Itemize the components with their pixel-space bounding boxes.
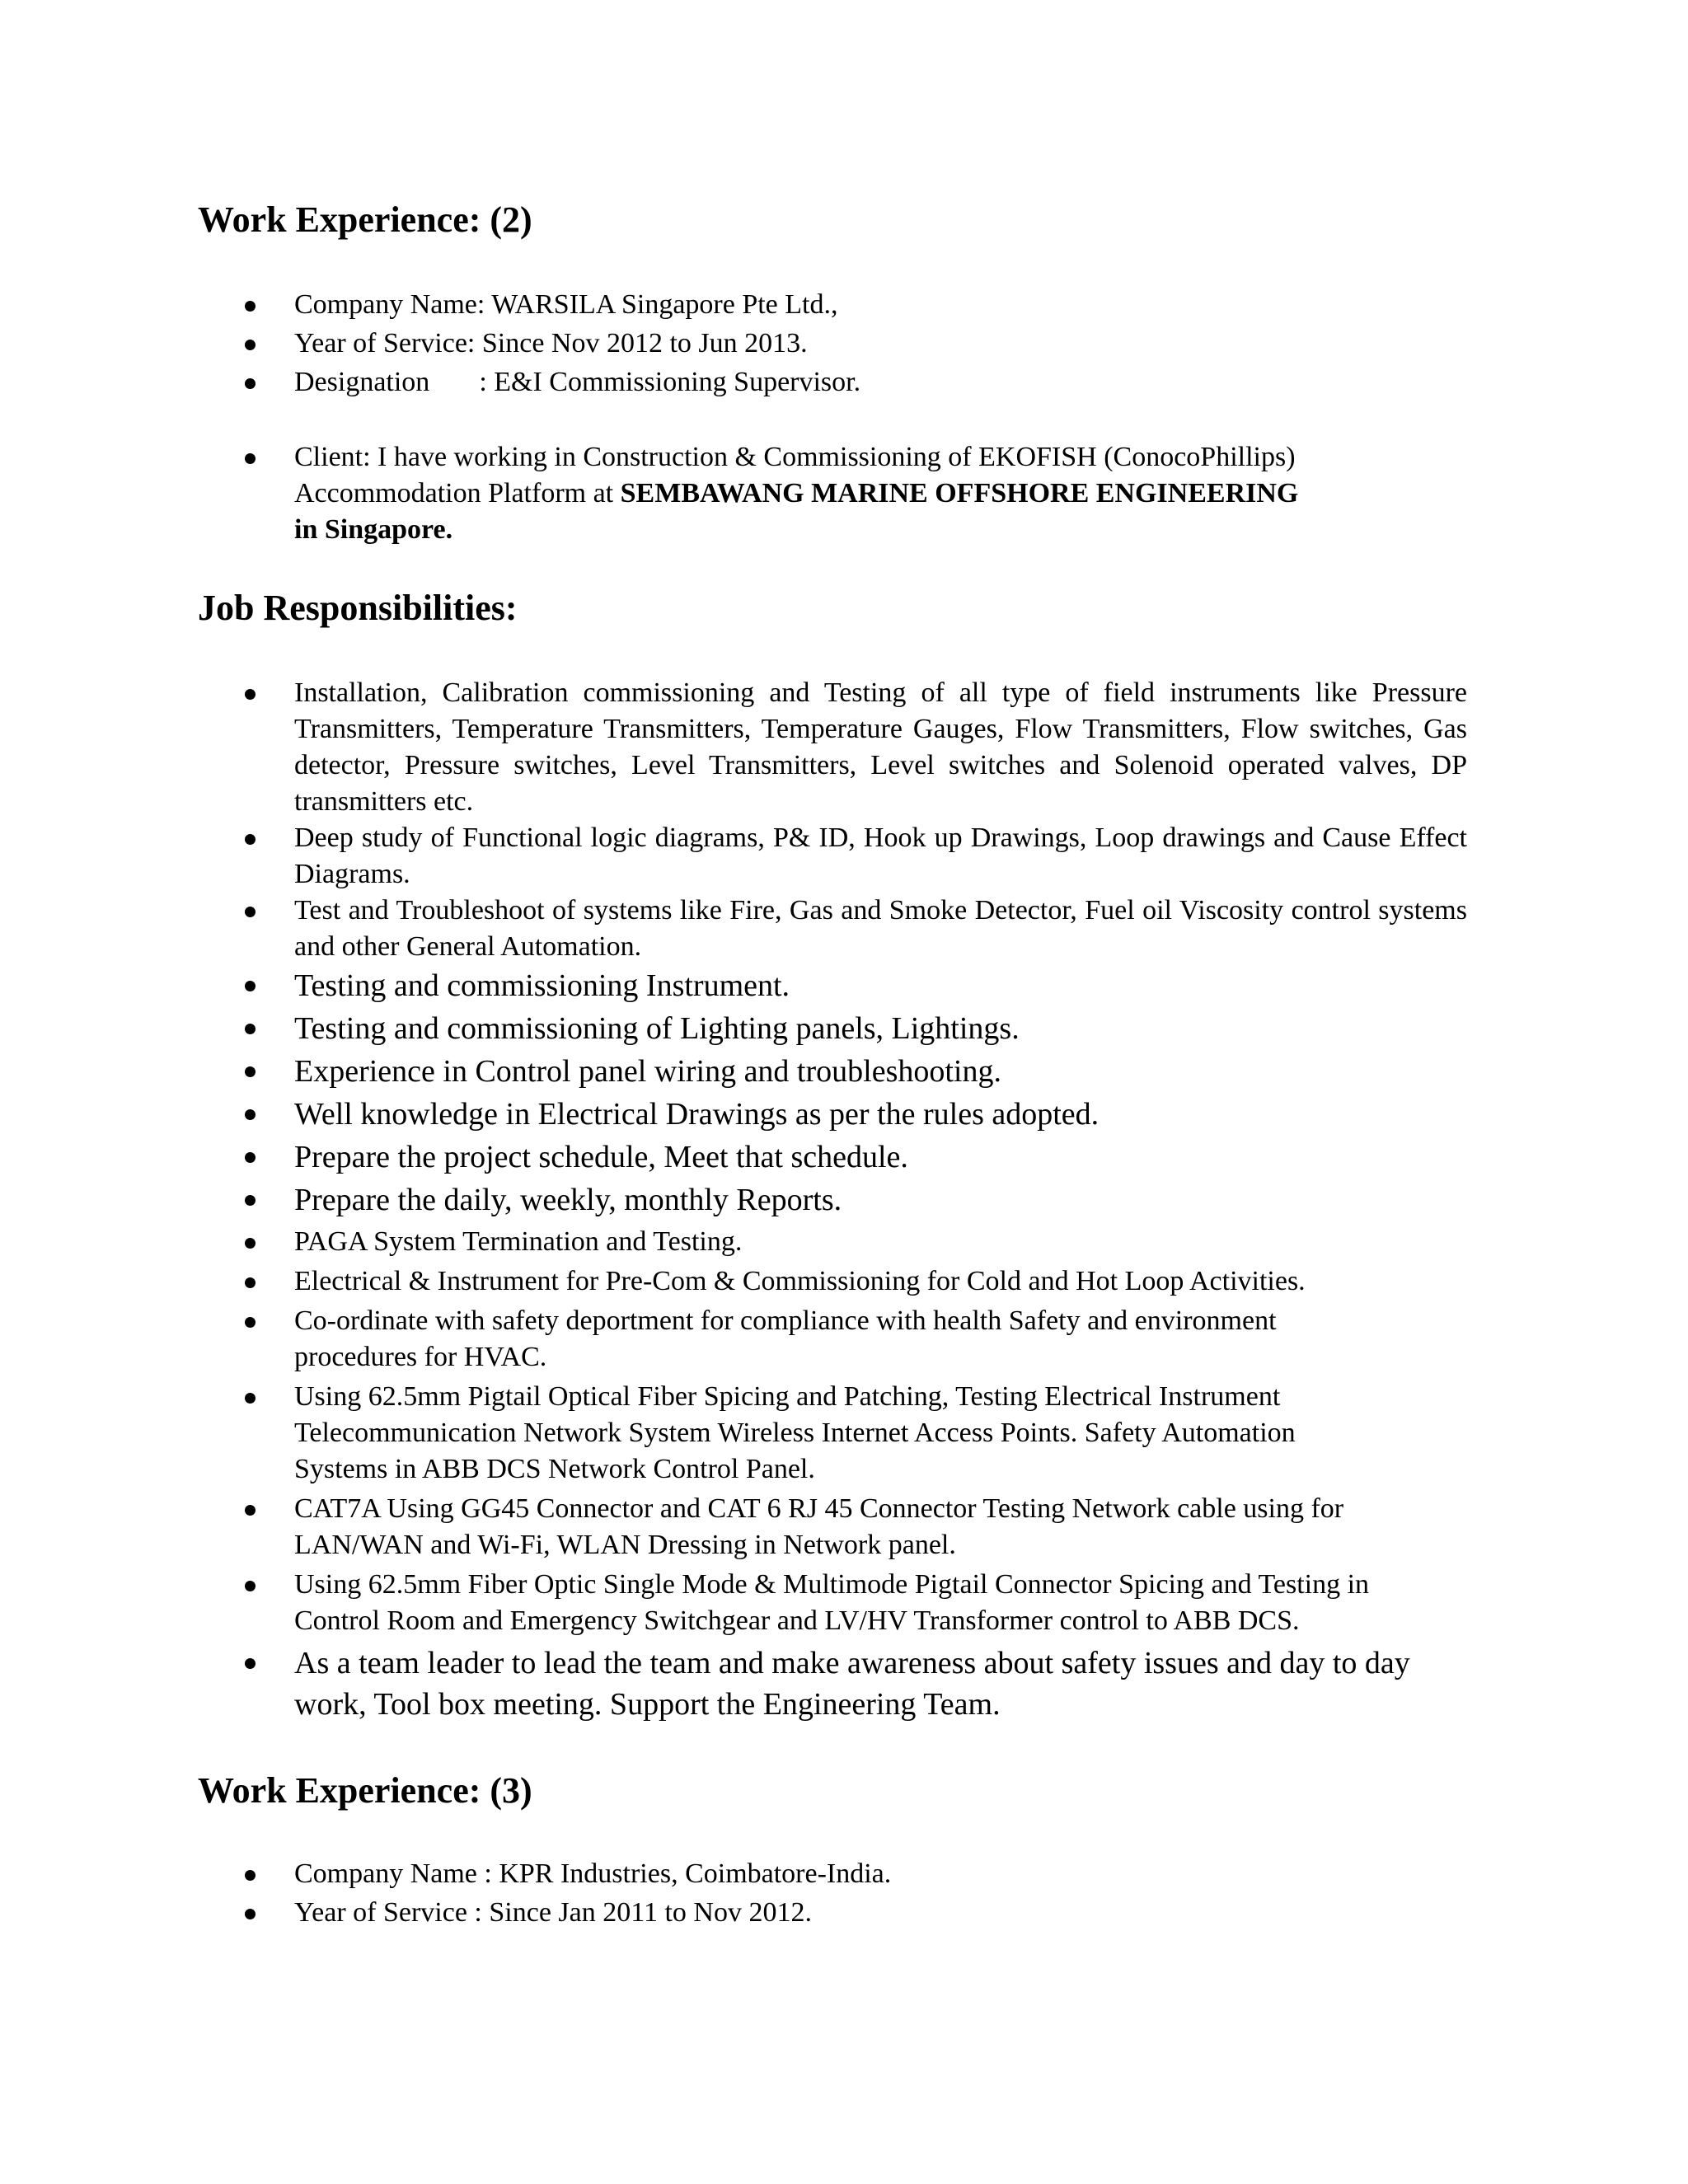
bullet-icon (245, 378, 256, 389)
client-location-bold: in Singapore. (294, 514, 453, 545)
responsibility-text: As a team leader to lead the team and make awareness about safety issues and day to day work, Tool box meeting. Support the Engineering Team. (294, 1646, 1410, 1722)
bullet-icon (245, 907, 256, 917)
responsibilities-list (0, 675, 1467, 1725)
list-item (0, 965, 1467, 1006)
bullet-icon (245, 1277, 256, 1288)
company-name: Company Name : KPR Industries, Coimbatore-India. (294, 1858, 892, 1889)
responsibility-text: Using 62.5mm Pigtail Optical Fiber Spicing and Patching, Testing Electrical Instrument Telecommunication Network System Wireless Internet Access Points. Safety Automation Systems in ABB DCS Network Control Panel. (294, 1381, 1296, 1484)
bullet-icon (245, 1024, 256, 1034)
responsibility-text: PAGA System Termination and Testing. (294, 1226, 743, 1257)
client-details (0, 439, 1407, 548)
bullet-icon (245, 340, 256, 350)
responsibility-text: Prepare the daily, weekly, monthly Reports. (294, 1183, 842, 1217)
list-item (0, 1263, 1467, 1300)
list-item (0, 675, 1467, 820)
list-item (0, 1051, 1467, 1092)
client-text: Client: I have working in Construction & Commissioning of EKOFISH (ConocoPhillips) Accommodation Platform at (294, 442, 1296, 509)
responsibility-text: Experience in Control panel wiring and troubleshooting. (294, 1054, 1001, 1089)
list-item (0, 1491, 1432, 1563)
bullet-icon (245, 1393, 256, 1404)
list-item (0, 1224, 1467, 1260)
bullet-icon (245, 1066, 256, 1077)
list-item (0, 820, 1467, 893)
responsibility-text: Testing and commissioning Instrument. (294, 968, 790, 1003)
designation-value: : E&I Commissioning Supervisor. (479, 367, 861, 397)
list-item (0, 439, 1407, 548)
list-item (0, 1567, 1448, 1639)
responsibility-text: Electrical & Instrument for Pre-Com & Commissioning for Cold and Hot Loop Activities. (294, 1266, 1306, 1296)
list-item (0, 326, 1467, 362)
list-item (0, 893, 1467, 965)
list-item (0, 1895, 1467, 1931)
bullet-icon (245, 1505, 256, 1516)
company-name: Company Name: WARSILA Singapore Pte Ltd., (294, 289, 838, 320)
job-responsibilities-heading: Job Responsibilities: (198, 588, 518, 628)
bullet-icon (245, 981, 256, 991)
designation (294, 367, 860, 397)
responsibility-text: Well knowledge in Electrical Drawings as per the rules adopted. (294, 1097, 1100, 1132)
bullet-icon (245, 834, 256, 845)
designation-label: Designation (294, 367, 430, 397)
list-item (0, 1008, 1467, 1049)
list-item (0, 1179, 1467, 1221)
bullet-icon (245, 1195, 256, 1206)
responsibility-text: Co-ordinate with safety deportment for compliance with health Safety and environment procedures for HVAC. (294, 1305, 1277, 1372)
bullet-icon (245, 689, 256, 700)
list-item (0, 1643, 1467, 1725)
responsibility-text: CAT7A Using GG45 Connector and CAT 6 RJ 45 Connector Testing Network cable using for LAN/WAN and Wi-Fi, WLAN Dressing in Network panel. (294, 1493, 1344, 1560)
bullet-icon (245, 1870, 256, 1881)
bullet-icon (245, 1581, 256, 1591)
bullet-icon (245, 1152, 256, 1163)
year-of-service: Year of Service: Since Nov 2012 to Jun 2013. (294, 328, 808, 359)
work-experience-3-details (0, 1856, 1467, 1931)
responsibility-text: Deep study of Functional logic diagrams, P& ID, Hook up Drawings, Loop drawings and Cause Effect Diagrams. (294, 823, 1467, 889)
list-item (0, 287, 1467, 323)
bullet-icon (245, 301, 256, 312)
client-company-bold: SEMBAWANG MARINE OFFSHORE ENGINEERING (620, 478, 1299, 509)
work-experience-2-details (0, 287, 1467, 401)
work-experience-3-heading: Work Experience: (3) (198, 1770, 532, 1811)
bullet-icon (245, 453, 256, 464)
work-experience-2-heading: Work Experience: (2) (198, 199, 532, 240)
year-of-service: Year of Service : Since Jan 2011 to Nov 2012. (294, 1897, 812, 1928)
bullet-icon (245, 1238, 256, 1249)
responsibility-text: Prepare the project schedule, Meet that schedule. (294, 1140, 908, 1174)
list-item (0, 1137, 1467, 1178)
list-item (0, 1303, 1366, 1376)
responsibility-text: Installation, Calibration commissioning and Testing of all type of field instruments like Pressure Transmitters, Temperature Transmitters, Temperature Gauges, Flow Transmitters, Flow switches, Gas detector, Pressure switches, Level Transmitters, Level switches and Solenoid operated valves, DP transmitters etc. (294, 677, 1467, 817)
list-item (0, 1379, 1382, 1488)
bullet-icon (245, 1909, 256, 1919)
responsibility-text: Testing and commissioning of Lighting panels, Lightings. (294, 1011, 1020, 1046)
responsibility-text: Test and Troubleshoot of systems like Fire, Gas and Smoke Detector, Fuel oil Viscosity control systems and other General Automation. (294, 895, 1467, 962)
bullet-icon (245, 1317, 256, 1328)
bullet-icon (245, 1109, 256, 1120)
list-item (0, 364, 1467, 401)
responsibility-text: Using 62.5mm Fiber Optic Single Mode & Multimode Pigtail Connector Spicing and Testing in Control Room and Emergency Switchgear and LV/HV Transformer control to ABB DCS. (294, 1569, 1370, 1636)
list-item (0, 1856, 1467, 1892)
list-item (0, 1094, 1467, 1135)
bullet-icon (245, 1658, 256, 1669)
